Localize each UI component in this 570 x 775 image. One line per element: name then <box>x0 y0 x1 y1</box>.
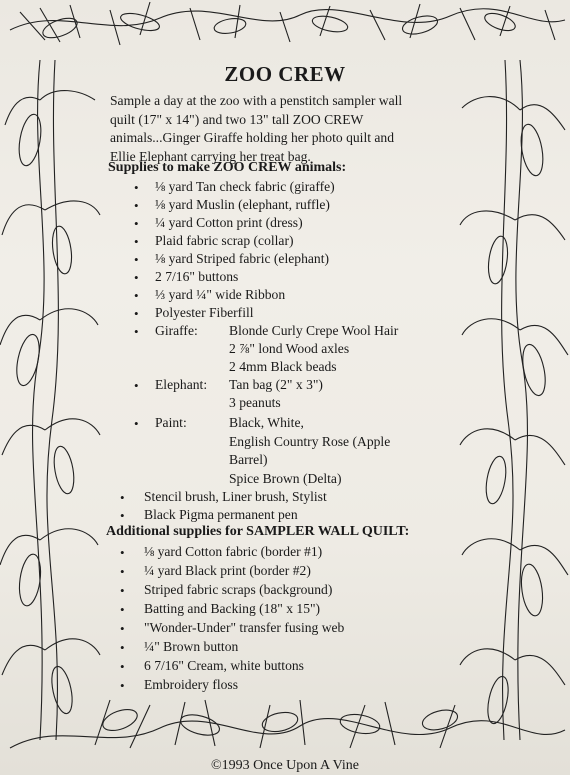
bullet: • <box>120 678 125 693</box>
bullet: • <box>134 270 139 285</box>
bullet: • <box>134 324 139 339</box>
animals-supplies-heading: Supplies to make ZOO CREW animals: <box>108 160 347 175</box>
paint-line: English Country Rose (Apple <box>229 434 391 449</box>
bullet: • <box>134 306 139 321</box>
bullet: • <box>120 583 125 598</box>
elephant-line: Tan bag (2" x 3") <box>229 377 323 392</box>
page-title: ZOO CREW <box>224 62 346 86</box>
paint-line: Black, White, <box>229 415 304 430</box>
list-item: Black Pigma permanent pen <box>144 507 298 522</box>
intro-line: Sample a day at the zoo with a penstitch sampler wall <box>110 93 403 108</box>
list-item: ⅓ yard ¼" wide Ribbon <box>155 287 286 302</box>
list-item: Embroidery floss <box>144 677 239 692</box>
bullet: • <box>134 288 139 303</box>
bullet: • <box>120 490 125 505</box>
list-item: ¼ yard Black print (border #2) <box>144 563 311 578</box>
giraffe-line: 2 4mm Black beads <box>229 359 337 374</box>
intro-paragraph <box>110 92 460 166</box>
bullet: • <box>120 659 125 674</box>
list-item: Stencil brush, Liner brush, Stylist <box>144 489 327 504</box>
bullet: • <box>134 252 139 267</box>
bullet: • <box>134 416 139 431</box>
elephant-label: Elephant: <box>155 377 208 392</box>
bullet: • <box>134 234 139 249</box>
bullet: • <box>120 602 125 617</box>
copyright-notice: ©1993 Once Upon A Vine <box>211 758 359 773</box>
paint-line: Barrel) <box>229 452 268 467</box>
list-item: Striped fabric scraps (background) <box>144 582 333 597</box>
intro-line: quilt (17" x 14") and two 13" tall ZOO CREW <box>110 111 364 127</box>
bullet: • <box>134 378 139 393</box>
bullet: • <box>120 564 125 579</box>
list-item: ⅛ yard Striped fabric (elephant) <box>155 251 330 266</box>
intro-line: Ellie Elephant carrying her treat bag. <box>110 148 311 164</box>
bullet: • <box>120 621 125 636</box>
giraffe-line: Blonde Curly Crepe Wool Hair <box>229 323 399 338</box>
list-item: Polyester Fiberfill <box>155 305 254 320</box>
giraffe-line: 2 ⅞" lond Wood axles <box>229 341 350 356</box>
elephant-line: 3 peanuts <box>229 395 281 410</box>
list-item: "Wonder-Under" transfer fusing web <box>144 620 345 635</box>
bullet: • <box>134 180 139 195</box>
list-item: ⅛ yard Muslin (elephant, ruffle) <box>155 197 330 212</box>
list-item: Plaid fabric scrap (collar) <box>155 233 294 248</box>
bullet: • <box>134 198 139 213</box>
list-item: 2 7/16" buttons <box>155 269 239 284</box>
list-item: ⅛ yard Tan check fabric (giraffe) <box>155 179 335 194</box>
bullet: • <box>120 545 125 560</box>
list-item: 6 7/16" Cream, white buttons <box>144 658 304 673</box>
bullet: • <box>120 508 125 523</box>
intro-line: animals...Ginger Giraffe holding her photo quilt and <box>110 130 395 145</box>
quilt-supplies-heading: Additional supplies for SAMPLER WALL QUILT: <box>106 524 410 539</box>
paint-label: Paint: <box>155 415 187 430</box>
paint-line: Spice Brown (Delta) <box>229 471 342 486</box>
list-item: ¼" Brown button <box>144 639 239 654</box>
list-item: ⅛ yard Cotton fabric (border #1) <box>144 544 323 559</box>
giraffe-label: Giraffe: <box>155 323 198 338</box>
bullet: • <box>134 216 139 231</box>
list-item: Batting and Backing (18" x 15") <box>144 601 321 616</box>
bullet: • <box>120 640 125 655</box>
list-item: ¼ yard Cotton print (dress) <box>155 215 303 230</box>
